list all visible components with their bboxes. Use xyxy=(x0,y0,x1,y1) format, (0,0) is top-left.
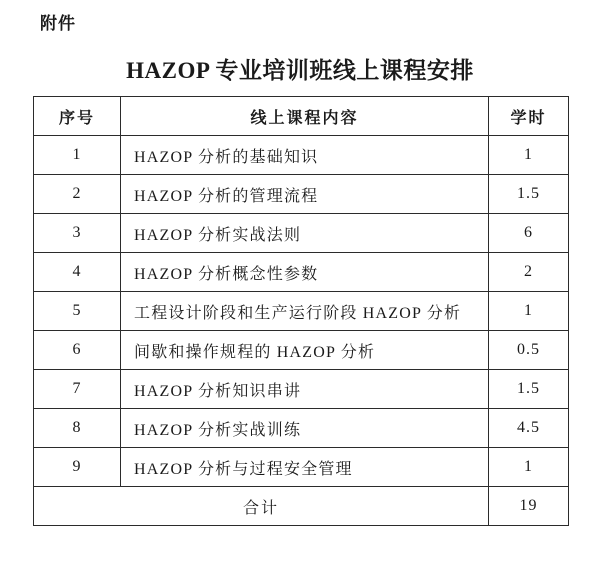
table-row xyxy=(34,370,569,409)
row-number-cell: 2 xyxy=(34,175,121,214)
course-content-cell: HAZOP 分析知识串讲 xyxy=(121,370,489,409)
row-number-cell: 8 xyxy=(34,409,121,448)
row-number-cell: 5 xyxy=(34,292,121,331)
course-content-cell: 间歇和操作规程的 HAZOP 分析 xyxy=(121,331,489,370)
total-row xyxy=(34,487,569,526)
row-number-cell: 6 xyxy=(34,331,121,370)
hours-cell: 1.5 xyxy=(489,370,569,409)
hours-cell: 1 xyxy=(489,448,569,487)
table-footer xyxy=(34,487,569,526)
table-row xyxy=(34,175,569,214)
row-number-cell: 7 xyxy=(34,370,121,409)
table-row xyxy=(34,409,569,448)
course-content-cell: HAZOP 分析概念性参数 xyxy=(121,253,489,292)
row-number-cell: 3 xyxy=(34,214,121,253)
column-header-number: 序号 xyxy=(34,97,121,136)
course-schedule-table xyxy=(33,96,569,526)
hours-cell: 4.5 xyxy=(489,409,569,448)
column-header-content: 线上课程内容 xyxy=(121,97,489,136)
course-content-cell: HAZOP 分析的管理流程 xyxy=(121,175,489,214)
hours-cell: 6 xyxy=(489,214,569,253)
row-number-cell: 1 xyxy=(34,136,121,175)
course-content-cell: HAZOP 分析与过程安全管理 xyxy=(121,448,489,487)
table-row xyxy=(34,136,569,175)
total-label-cell: 合计 xyxy=(34,487,489,526)
table-row xyxy=(34,214,569,253)
hours-cell: 2 xyxy=(489,253,569,292)
table-row xyxy=(34,292,569,331)
course-content-cell: HAZOP 分析实战法则 xyxy=(121,214,489,253)
hours-cell: 0.5 xyxy=(489,331,569,370)
page-title: HAZOP 专业培训班线上课程安排 xyxy=(126,58,474,83)
total-hours-cell: 19 xyxy=(489,487,569,526)
header-row xyxy=(34,97,569,136)
row-number-cell: 4 xyxy=(34,253,121,292)
table-body xyxy=(34,136,569,487)
hours-cell: 1 xyxy=(489,136,569,175)
course-content-cell: 工程设计阶段和生产运行阶段 HAZOP 分析 xyxy=(121,292,489,331)
course-content-cell: HAZOP 分析实战训练 xyxy=(121,409,489,448)
attachment-label: 附件 xyxy=(40,14,76,33)
hours-cell: 1.5 xyxy=(489,175,569,214)
column-header-hours: 学时 xyxy=(489,97,569,136)
course-content-cell: HAZOP 分析的基础知识 xyxy=(121,136,489,175)
table-row xyxy=(34,253,569,292)
hours-cell: 1 xyxy=(489,292,569,331)
table-row xyxy=(34,448,569,487)
table-row xyxy=(34,331,569,370)
row-number-cell: 9 xyxy=(34,448,121,487)
table-header xyxy=(34,97,569,136)
